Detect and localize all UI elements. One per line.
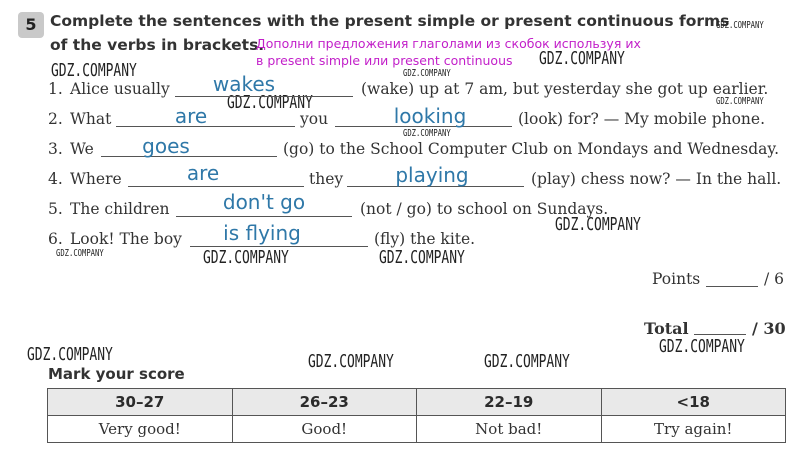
sentence-number: 4. [48,170,63,188]
sentence-text: (look) for? — My mobile phone. [518,110,766,128]
watermark: GDZ.COMPANY [659,336,745,357]
answer-text: looking [393,104,467,128]
hint-line1: Дополни предложения глаголами из скобок используя их [256,36,641,51]
exercise-title-line1: Complete the sentences with the present simple or present continuous forms [50,12,730,30]
score-range-cell: 26–23 [232,389,417,416]
answer-text: is flying [223,221,301,245]
score-label-cell: Very good! [48,416,233,443]
answer-text: playing [395,163,469,187]
points-blank [706,286,758,287]
answer-text: are [174,104,208,128]
watermark: GDZ.COMPANY [555,214,641,235]
sentence-text: you [300,110,329,128]
answer-text: goes [142,134,190,158]
exercise-title-line2: of the verbs in brackets. [50,36,265,54]
answer-blank [176,216,352,217]
watermark: GDZ.COMPANY [379,247,465,268]
watermark: GDZ.COMPANY [203,247,289,268]
score-label-cell: Not bad! [417,416,602,443]
sentence-text: (not / go) to school on Sundays. [360,200,609,218]
answer-blank [128,186,304,187]
score-label-cell: Good! [232,416,417,443]
sentence-number: 5. [48,200,63,218]
watermark: GDZ.COMPANY [539,48,625,69]
watermark: GDZ.COMPANY [716,20,764,31]
sentence-text: Look! The boy [70,230,182,248]
total-max: / 30 [752,319,786,338]
watermark: GDZ.COMPANY [484,351,570,372]
sentence-number: 3. [48,140,63,158]
sentence-text: Where [70,170,122,188]
score-range-row [48,389,786,416]
total-blank [694,334,746,335]
answer-text: wakes [212,72,276,96]
sentence-text: (play) chess now? — In the hall. [531,170,782,188]
score-label-cell: Try again! [601,416,786,443]
score-table [47,388,786,443]
sentence-text: (fly) the kite. [374,230,476,248]
sentence-number: 1. [48,80,63,98]
points-label: Points [652,270,701,288]
sentence-text: What [70,110,112,128]
watermark: GDZ.COMPANY [27,344,113,365]
exercise-number-badge: 5 [18,12,44,38]
sentence-text: they [309,170,344,188]
answer-blank [190,246,368,247]
hint-line2: в present simple или present continuous [256,53,513,68]
sentence-text: The children [70,200,170,218]
sentence-text: Alice usually [70,80,170,98]
score-range-cell: 22–19 [417,389,602,416]
points-max: / 6 [764,270,785,288]
score-range-cell: <18 [601,389,786,416]
sentence-text: We [70,140,94,158]
sentence-text: (wake) up at 7 am, but yesterday she got up earlier. [361,80,769,98]
watermark: GDZ.COMPANY [403,128,451,139]
sentence-text: (go) to the School Computer Club on Mondays and Wednesday. [283,140,780,158]
answer-text: don't go [222,190,306,214]
watermark: GDZ.COMPANY [51,60,137,81]
score-range-cell: 30–27 [48,389,233,416]
watermark: GDZ.COMPANY [403,68,451,79]
answer-blank [175,96,353,97]
answer-text: are [186,161,220,185]
watermark: GDZ.COMPANY [56,248,104,259]
sentence-number: 6. [48,230,63,248]
total-label: Total [644,319,689,338]
sentence-number: 2. [48,110,63,128]
watermark: GDZ.COMPANY [227,92,313,113]
mark-your-score-title: Mark your score [48,365,185,383]
watermark: GDZ.COMPANY [308,351,394,372]
score-label-row [48,416,786,443]
watermark: GDZ.COMPANY [716,96,764,107]
